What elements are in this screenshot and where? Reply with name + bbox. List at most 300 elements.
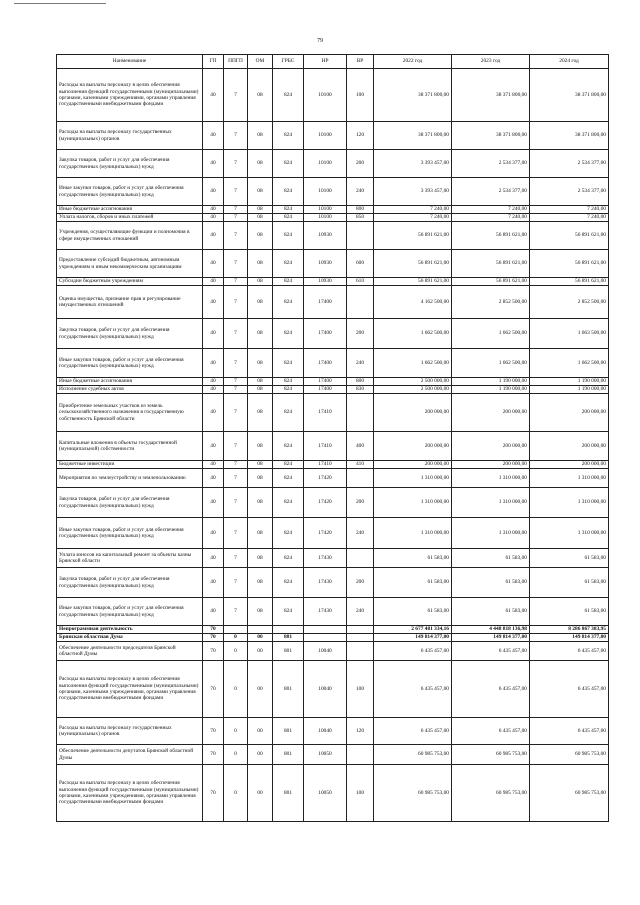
cell-gp: 40 (203, 394, 224, 432)
cell-y2024: 1 190 000,00 (530, 378, 609, 386)
table-row (57, 661, 609, 718)
cell-y2023: 200 000,00 (452, 461, 530, 469)
cell-y2023: 7 240,00 (452, 206, 530, 214)
cell-om: 08 (248, 122, 273, 150)
cell-om: 00 (248, 765, 273, 822)
cell-nr: 17400 (304, 319, 347, 349)
cell-y2023: 56 891 621,00 (452, 278, 530, 286)
cell-y2022: 56 891 621,00 (374, 278, 452, 286)
cell-y2022: 7 240,00 (374, 214, 452, 222)
cell-nr: 17410 (304, 394, 347, 432)
cell-name: Уплата взносов на капитальный ремонт за объекты казны Брянской области (57, 549, 203, 568)
cell-y2024: 1 663 500,00 (530, 319, 609, 349)
cell-ppgp: 7 (224, 488, 248, 518)
cell-gp: 40 (203, 150, 224, 178)
table-row (57, 469, 609, 488)
cell-vr: 410 (347, 461, 374, 469)
cell-om: 08 (248, 69, 273, 122)
cell-ppgp: 0 (224, 642, 248, 661)
cell-vr: 240 (347, 349, 374, 378)
cell-y2023: 1 310 000,00 (452, 488, 530, 518)
cell-vr: 120 (347, 718, 374, 745)
cell-vr: 120 (347, 122, 374, 150)
cell-grbs (273, 626, 304, 634)
cell-name: Оценка имущества, признание прав и регулирование имущественных отношений (57, 286, 203, 319)
cell-vr: 240 (347, 598, 374, 626)
cell-grbs: 824 (273, 150, 304, 178)
cell-nr: 17400 (304, 349, 347, 378)
cell-y2022: 4 162 500,00 (374, 286, 452, 319)
cell-y2024: 7 240,00 (530, 214, 609, 222)
cell-name: Непрограммная деятельность (57, 626, 203, 634)
cell-gp: 70 (203, 626, 224, 634)
cell-vr (347, 634, 374, 642)
cell-vr (347, 745, 374, 765)
cell-y2024: 1 310 000,00 (530, 469, 609, 488)
cell-y2022: 1 662 500,00 (374, 319, 452, 349)
cell-gp: 40 (203, 461, 224, 469)
cell-om: 08 (248, 349, 273, 378)
table-row (57, 222, 609, 250)
cell-ppgp: 0 (224, 765, 248, 822)
cell-name: Учреждения, осуществляющие функции и полномочия в сфере имущественных отношений (57, 222, 203, 250)
cell-nr: 17410 (304, 461, 347, 469)
cell-y2022: 149 814 377,00 (374, 634, 452, 642)
cell-gp: 40 (203, 386, 224, 394)
table-row (57, 745, 609, 765)
cell-om: 08 (248, 488, 273, 518)
cell-name: Иные закупки товаров, работ и услуг для обеспечения государственных (муниципальных) нужд (57, 349, 203, 378)
cell-vr: 240 (347, 178, 374, 206)
cell-y2024: 61 583,00 (530, 549, 609, 568)
cell-y2022: 1 662 500,00 (374, 349, 452, 378)
budget-table (56, 54, 609, 822)
cell-y2023: 60 985 753,00 (452, 745, 530, 765)
cell-y2022: 7 240,00 (374, 206, 452, 214)
table-row (57, 549, 609, 568)
table-row (57, 206, 609, 214)
cell-gp: 40 (203, 250, 224, 278)
table-row (57, 394, 609, 432)
cell-gp: 40 (203, 488, 224, 518)
cell-ppgp: 7 (224, 568, 248, 598)
cell-y2023: 6 435 457,00 (452, 661, 530, 718)
cell-y2022: 60 985 753,00 (374, 765, 452, 822)
cell-name: Иные закупки товаров, работ и услуг для обеспечения государственных (муниципальных) нужд (57, 178, 203, 206)
table-row (57, 178, 609, 206)
cell-name: Предоставление субсидий бюджетным, автономным учреждениям и иным некоммерческим организациям (57, 250, 203, 278)
cell-gp: 40 (203, 222, 224, 250)
cell-nr (304, 626, 347, 634)
cell-grbs: 824 (273, 598, 304, 626)
cell-vr (347, 642, 374, 661)
cell-y2022: 1 310 000,00 (374, 518, 452, 549)
cell-vr: 400 (347, 432, 374, 461)
cell-y2024: 1 310 000,00 (530, 488, 609, 518)
cell-om: 08 (248, 518, 273, 549)
cell-om: 08 (248, 319, 273, 349)
cell-gp: 70 (203, 765, 224, 822)
cell-nr: 10100 (304, 214, 347, 222)
cell-nr: 10930 (304, 222, 347, 250)
cell-grbs: 824 (273, 461, 304, 469)
cell-name: Субсидии бюджетным учреждениям (57, 278, 203, 286)
cell-y2024: 2 852 500,00 (530, 286, 609, 319)
cell-vr: 610 (347, 278, 374, 286)
cell-om: 08 (248, 178, 273, 206)
cell-y2024: 38 371 800,00 (530, 69, 609, 122)
cell-gp: 40 (203, 518, 224, 549)
table-row (57, 488, 609, 518)
cell-vr (347, 469, 374, 488)
cell-nr: 17410 (304, 432, 347, 461)
cell-y2024: 60 985 753,00 (530, 765, 609, 822)
cell-gp: 70 (203, 661, 224, 718)
table-row (57, 598, 609, 626)
cell-grbs: 824 (273, 349, 304, 378)
cell-grbs: 824 (273, 319, 304, 349)
cell-om: 00 (248, 745, 273, 765)
table-row (57, 626, 609, 634)
cell-y2024: 61 583,00 (530, 598, 609, 626)
cell-gp: 70 (203, 642, 224, 661)
column-header: НР (304, 55, 347, 69)
cell-grbs: 824 (273, 206, 304, 214)
cell-om: 00 (248, 661, 273, 718)
cell-name: Иные бюджетные ассигнования (57, 378, 203, 386)
cell-ppgp: 7 (224, 178, 248, 206)
cell-name: Обеспечение деятельности председателя Брянской областной Думы (57, 642, 203, 661)
cell-y2023: 61 583,00 (452, 568, 530, 598)
cell-nr: 17400 (304, 286, 347, 319)
cell-y2022: 61 583,00 (374, 598, 452, 626)
cell-gp: 40 (203, 69, 224, 122)
cell-ppgp: 0 (224, 634, 248, 642)
cell-ppgp: 7 (224, 349, 248, 378)
cell-y2022: 61 583,00 (374, 549, 452, 568)
cell-grbs: 824 (273, 214, 304, 222)
cell-y2024: 2 534 377,00 (530, 150, 609, 178)
cell-ppgp (224, 626, 248, 634)
cell-y2024: 1 310 000,00 (530, 518, 609, 549)
cell-vr: 200 (347, 319, 374, 349)
cell-y2022: 1 310 000,00 (374, 469, 452, 488)
cell-om: 00 (248, 642, 273, 661)
cell-ppgp: 7 (224, 319, 248, 349)
cell-ppgp: 7 (224, 69, 248, 122)
cell-gp: 40 (203, 598, 224, 626)
cell-grbs: 824 (273, 278, 304, 286)
cell-om: 08 (248, 206, 273, 214)
cell-y2023: 56 891 621,00 (452, 250, 530, 278)
cell-y2023: 61 583,00 (452, 549, 530, 568)
table-row (57, 765, 609, 822)
cell-ppgp: 0 (224, 661, 248, 718)
cell-om: 08 (248, 386, 273, 394)
cell-y2022: 61 583,00 (374, 568, 452, 598)
cell-name: Капитальные вложения в объекты государственной (муниципальной) собственности (57, 432, 203, 461)
cell-nr: 10930 (304, 278, 347, 286)
cell-vr: 100 (347, 661, 374, 718)
table-row (57, 250, 609, 278)
table-row (57, 432, 609, 461)
cell-grbs: 824 (273, 122, 304, 150)
cell-nr: 17420 (304, 518, 347, 549)
cell-gp: 40 (203, 432, 224, 461)
cell-gp: 40 (203, 286, 224, 319)
cell-y2022: 60 985 753,00 (374, 745, 452, 765)
cell-name: Мероприятия по землеустройству и землепользованию (57, 469, 203, 488)
column-header: ГП (203, 55, 224, 69)
cell-vr: 800 (347, 378, 374, 386)
cell-vr (347, 286, 374, 319)
cell-y2023: 1 190 000,00 (452, 378, 530, 386)
cell-name: Расходы на выплаты персоналу государственных (муниципальных) органов (57, 122, 203, 150)
cell-y2023: 2 534 377,00 (452, 150, 530, 178)
cell-y2023: 1 662 500,00 (452, 349, 530, 378)
cell-ppgp: 7 (224, 394, 248, 432)
cell-vr: 200 (347, 568, 374, 598)
column-header: 2022 год (374, 55, 452, 69)
cell-vr (347, 549, 374, 568)
cell-y2023: 2 534 377,00 (452, 178, 530, 206)
cell-grbs: 801 (273, 634, 304, 642)
column-header: ОМ (248, 55, 273, 69)
cell-nr: 17420 (304, 469, 347, 488)
cell-name: Уплата налогов, сборов и иных платежей (57, 214, 203, 222)
cell-y2023: 1 310 000,00 (452, 469, 530, 488)
cell-nr: 17430 (304, 598, 347, 626)
cell-grbs: 801 (273, 745, 304, 765)
cell-ppgp: 7 (224, 206, 248, 214)
table-row (57, 634, 609, 642)
cell-ppgp: 7 (224, 250, 248, 278)
cell-gp: 40 (203, 278, 224, 286)
cell-nr (304, 634, 347, 642)
cell-om: 00 (248, 718, 273, 745)
cell-name: Иные закупки товаров, работ и услуг для обеспечения государственных (муниципальных) нужд (57, 598, 203, 626)
cell-nr: 10930 (304, 250, 347, 278)
cell-grbs: 824 (273, 378, 304, 386)
cell-vr: 100 (347, 765, 374, 822)
cell-y2023: 7 240,00 (452, 214, 530, 222)
cell-y2023: 6 435 457,00 (452, 718, 530, 745)
cell-y2024: 200 000,00 (530, 432, 609, 461)
cell-vr (347, 222, 374, 250)
cell-vr: 850 (347, 214, 374, 222)
cell-y2022: 6 435 457,00 (374, 718, 452, 745)
table-row (57, 518, 609, 549)
cell-name: Брянская областная Дума (57, 634, 203, 642)
cell-y2022: 38 371 800,00 (374, 122, 452, 150)
cell-y2022: 200 000,00 (374, 432, 452, 461)
cell-nr: 10040 (304, 718, 347, 745)
cell-grbs: 824 (273, 394, 304, 432)
cell-y2024: 61 583,00 (530, 568, 609, 598)
cell-grbs: 801 (273, 718, 304, 745)
cell-nr: 10100 (304, 150, 347, 178)
table-row (57, 122, 609, 150)
cell-grbs: 824 (273, 250, 304, 278)
cell-gp: 40 (203, 122, 224, 150)
cell-y2024: 200 000,00 (530, 461, 609, 469)
table-row (57, 386, 609, 394)
cell-name: Бюджетные инвестиции (57, 461, 203, 469)
cell-name: Расходы на выплаты персоналу в целях обеспечения выполнения функций государственными (муниципальными) органами, казенными учреждениями, органами управления государственными внебюджетными фондами (57, 765, 203, 822)
cell-nr: 17430 (304, 549, 347, 568)
cell-om: 08 (248, 286, 273, 319)
cell-om: 08 (248, 568, 273, 598)
cell-y2022: 3 393 457,00 (374, 150, 452, 178)
cell-nr: 10040 (304, 642, 347, 661)
cell-name: Расходы на выплаты персоналу в целях обеспечения выполнения функций государственными (муниципальными) органами, казенными учреждениями, органами управления государственными внебюджетными фондами (57, 661, 203, 718)
cell-y2022: 6 435 457,00 (374, 661, 452, 718)
cell-grbs: 824 (273, 222, 304, 250)
cell-ppgp: 7 (224, 549, 248, 568)
cell-name: Закупка товаров, работ и услуг для обеспечения государственных (муниципальных) нужд (57, 319, 203, 349)
cell-ppgp: 7 (224, 432, 248, 461)
cell-y2022: 200 000,00 (374, 394, 452, 432)
cell-om: 08 (248, 461, 273, 469)
cell-gp: 70 (203, 634, 224, 642)
cell-grbs: 824 (273, 432, 304, 461)
cell-om: 08 (248, 378, 273, 386)
cell-vr (347, 394, 374, 432)
column-header: ВР (347, 55, 374, 69)
cell-vr: 600 (347, 250, 374, 278)
cell-name: Иные закупки товаров, работ и услуг для обеспечения государственных (муниципальных) нужд (57, 518, 203, 549)
cell-nr: 10050 (304, 765, 347, 822)
cell-y2024: 2 534 377,00 (530, 178, 609, 206)
cell-om: 08 (248, 278, 273, 286)
table-row (57, 642, 609, 661)
cell-name: Расходы на выплаты персоналу в целях обеспечения выполнения функций государственными (муниципальными) органами, казенными учреждениями, органами управления государственными внебюджетными фондами (57, 69, 203, 122)
cell-om: 08 (248, 250, 273, 278)
cell-ppgp: 0 (224, 745, 248, 765)
cell-name: Обеспечение деятельности депутатов Брянской областной Думы (57, 745, 203, 765)
cell-gp: 40 (203, 206, 224, 214)
cell-y2023: 61 583,00 (452, 598, 530, 626)
cell-grbs: 824 (273, 178, 304, 206)
cell-y2022: 56 891 621,00 (374, 250, 452, 278)
cell-nr: 10100 (304, 178, 347, 206)
table-row (57, 319, 609, 349)
cell-y2024: 56 891 621,00 (530, 278, 609, 286)
cell-y2024: 60 985 753,00 (530, 745, 609, 765)
cell-gp: 40 (203, 214, 224, 222)
cell-nr: 17400 (304, 386, 347, 394)
cell-ppgp: 7 (224, 461, 248, 469)
cell-grbs: 801 (273, 661, 304, 718)
cell-ppgp: 7 (224, 469, 248, 488)
cell-y2024: 6 435 457,00 (530, 661, 609, 718)
cell-grbs: 824 (273, 469, 304, 488)
cell-y2024: 6 435 457,00 (530, 642, 609, 661)
cell-ppgp: 7 (224, 278, 248, 286)
cell-name: Закупка товаров, работ и услуг для обеспечения государственных (муниципальных) нужд (57, 150, 203, 178)
cell-nr: 17430 (304, 568, 347, 598)
table-row (57, 461, 609, 469)
cell-gp: 40 (203, 178, 224, 206)
cell-name: Закупка товаров, работ и услуг для обеспечения государственных (муниципальных) нужд (57, 568, 203, 598)
cell-y2023: 200 000,00 (452, 394, 530, 432)
cell-ppgp: 7 (224, 378, 248, 386)
cell-y2022: 3 393 457,00 (374, 178, 452, 206)
cell-om: 08 (248, 432, 273, 461)
cell-y2022: 2 500 000,00 (374, 378, 452, 386)
cell-y2023: 56 891 621,00 (452, 222, 530, 250)
column-header: 2024 год (530, 55, 609, 69)
cell-vr: 800 (347, 206, 374, 214)
cell-ppgp: 0 (224, 718, 248, 745)
cell-y2024: 1 662 500,00 (530, 349, 609, 378)
cell-om: 08 (248, 394, 273, 432)
cell-nr: 10100 (304, 122, 347, 150)
cell-om (248, 626, 273, 634)
cell-grbs: 824 (273, 568, 304, 598)
cell-gp: 40 (203, 349, 224, 378)
cell-ppgp: 7 (224, 222, 248, 250)
cell-y2023: 6 435 457,00 (452, 642, 530, 661)
page-number: 79 (317, 38, 323, 44)
table-row (57, 150, 609, 178)
cell-gp: 40 (203, 469, 224, 488)
cell-ppgp: 7 (224, 518, 248, 549)
table-row (57, 349, 609, 378)
cell-y2022: 56 891 621,00 (374, 222, 452, 250)
cell-ppgp: 7 (224, 386, 248, 394)
cell-y2023: 149 814 377,00 (452, 634, 530, 642)
cell-grbs: 801 (273, 765, 304, 822)
cell-ppgp: 7 (224, 286, 248, 319)
cell-om: 00 (248, 634, 273, 642)
cell-vr: 200 (347, 150, 374, 178)
cell-name: Закупка товаров, работ и услуг для обеспечения государственных (муниципальных) нужд (57, 488, 203, 518)
cell-y2024: 149 814 377,00 (530, 634, 609, 642)
cell-y2023: 1 190 000,00 (452, 386, 530, 394)
cell-grbs: 824 (273, 69, 304, 122)
cell-y2024: 200 000,00 (530, 394, 609, 432)
cell-nr: 17400 (304, 378, 347, 386)
cell-gp: 70 (203, 745, 224, 765)
table-row (57, 568, 609, 598)
column-header: Наименование (57, 55, 203, 69)
table-row (57, 278, 609, 286)
cell-grbs: 824 (273, 518, 304, 549)
cell-vr: 100 (347, 69, 374, 122)
cell-name: Исполнение судебных актов (57, 386, 203, 394)
table-row (57, 286, 609, 319)
cell-y2022: 2 677 481 334,16 (374, 626, 452, 634)
cell-nr: 10050 (304, 745, 347, 765)
cell-gp: 70 (203, 718, 224, 745)
cell-ppgp: 7 (224, 122, 248, 150)
cell-y2022: 38 371 800,00 (374, 69, 452, 122)
cell-name: Приобретение земельных участков из земель сельскохозяйственного назначения в государственную собственность Брянской области (57, 394, 203, 432)
cell-vr: 240 (347, 518, 374, 549)
table-row (57, 378, 609, 386)
cell-nr: 10100 (304, 69, 347, 122)
cell-gp: 40 (203, 378, 224, 386)
cell-grbs: 801 (273, 642, 304, 661)
cell-vr (347, 626, 374, 634)
cell-name: Расходы на выплаты персоналу государственных (муниципальных) органов (57, 718, 203, 745)
top-rule (14, 3, 106, 4)
cell-y2022: 6 435 457,00 (374, 642, 452, 661)
cell-y2024: 6 435 457,00 (530, 718, 609, 745)
cell-ppgp: 7 (224, 214, 248, 222)
cell-nr: 10100 (304, 206, 347, 214)
